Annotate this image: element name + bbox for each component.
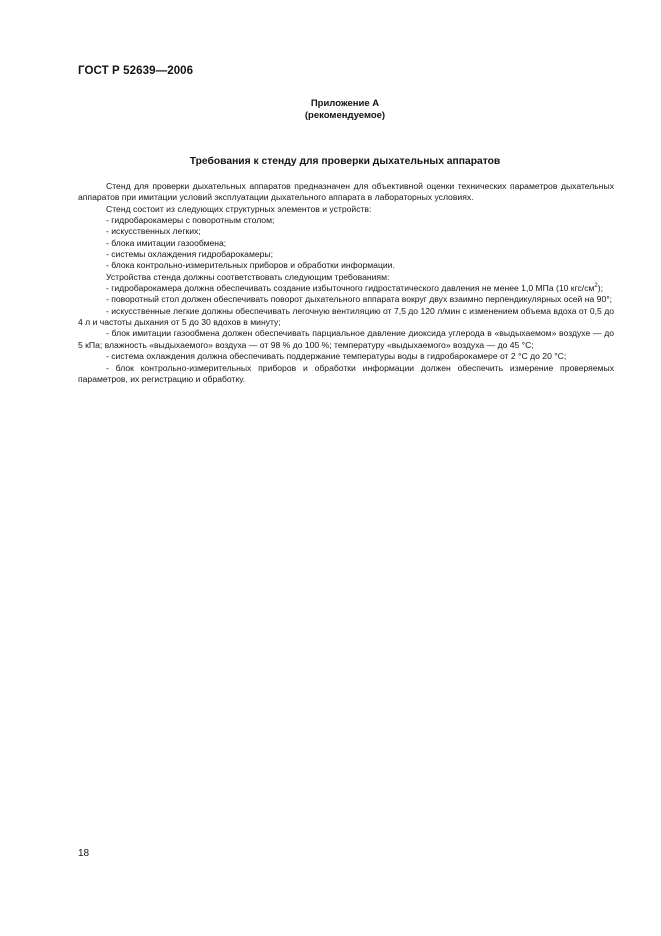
requirement-item: - искусственные легкие должны обеспечивать легочную вентиляцию от 7,5 до 120 л/мин с изменением объема вдоха от 0,5 до 4 л и частоты дыхания от 5 до 30 вдохов в минуту;: [78, 305, 614, 328]
body-text: [78, 181, 614, 385]
annex-title: Приложение А: [310, 98, 380, 109]
composition-intro: Стенд состоит из следующих структурных элементов и устройств:: [106, 203, 372, 214]
intro-paragraph: Стенд для проверки дыхательных аппаратов предназначен для объективной оценки технических параметров дыхательных аппаратов при имитации условий эксплуатации дыхательного аппарата в лабораторных условиях.: [78, 181, 614, 203]
requirement-item: - система охлаждения должна обеспечивать поддержание температуры воды в гидробарокамере от 2 °С до 20 °С;: [106, 351, 567, 362]
requirement-text: - гидробарокамера должна обеспечивать создание избыточного гидростатического давления не менее 1,0 МПа (10 кгс/см: [106, 283, 595, 294]
requirement-item: - блок имитации газообмена должен обеспечивать парциальное давление диоксида углерода в «выдыхаемом» воздухе — до 5 кПа; влажность «выдыхаемого» воздуха — от 98 % до 100 %; температуру «выдыхаемого» воздуха — до 45 °С;: [78, 328, 614, 350]
composition-item: - системы охлаждения гидробарокамеры;: [106, 249, 273, 260]
requirement-item: [78, 283, 614, 294]
composition-item: - искусственных легких;: [106, 226, 201, 237]
requirements-intro: Устройства стенда должны соответствовать следующим требованиям:: [106, 271, 390, 282]
composition-item: - блока контрольно-измерительных приборов и обработки информации.: [106, 260, 395, 271]
superscript: 2: [594, 283, 598, 290]
requirement-item: - поворотный стол должен обеспечивать поворот дыхательного аппарата вокруг двух взаимно перпендикулярных осей на 90°;: [106, 294, 613, 305]
requirement-text-end: );: [597, 283, 603, 294]
composition-item: - блока имитации газообмена;: [106, 237, 227, 248]
requirement-item: - блок контрольно-измерительных приборов и обработки информации должен обеспечить измерение проверяемых параметров, их регистрацию и обработку.: [78, 362, 614, 384]
section-title: Требования к стенду для проверки дыхательных аппаратов: [189, 156, 501, 167]
document-code: ГОСТ Р 52639—2006: [78, 65, 194, 77]
composition-item: - гидробарокамеры с поворотным столом;: [106, 215, 275, 226]
annex-status: (рекомендуемое): [304, 110, 386, 121]
page-number: 18: [78, 848, 90, 859]
